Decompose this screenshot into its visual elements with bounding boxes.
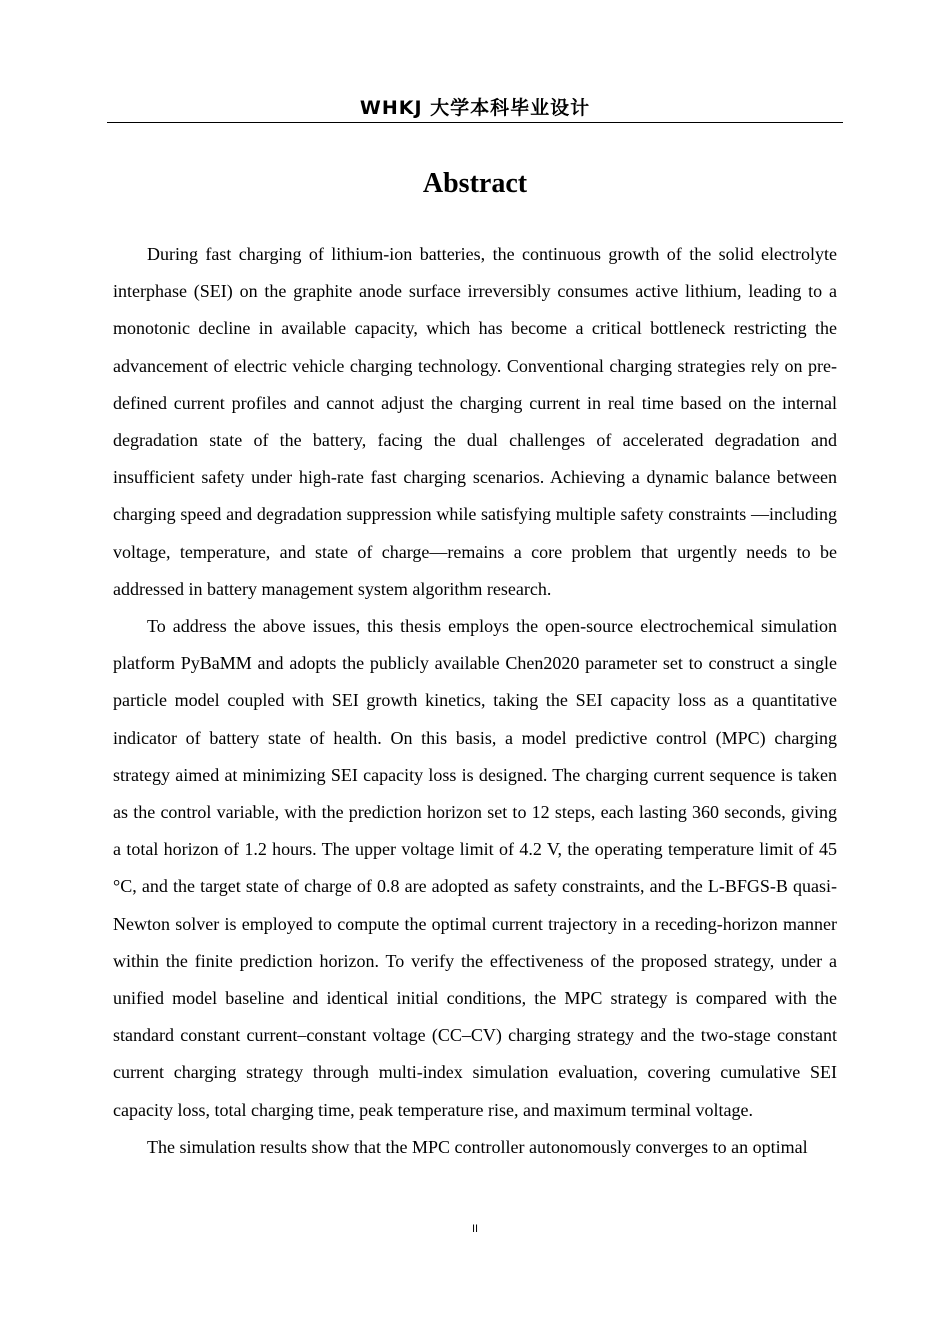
header-rule xyxy=(107,122,843,123)
page-number: II xyxy=(471,1223,479,1235)
page-header: WHKJ 大学本科毕业设计 xyxy=(359,97,591,119)
paragraph-3: The simulation results show that the MPC controller autonomously converges to an optimal xyxy=(147,1136,808,1157)
paragraph-1: During fast charging of lithium-ion batteries, the continuous growth of the solid electrolyte interphase (SEI) on the graphite anode surface irreversibly consumes active lithium, leading to a monotonic decline in available capacity, which has become a critical bottleneck restricting the advancement of electric vehicle charging technology. Conventional charging strategies rely on pre-defined current profiles and cannot adjust the charging current in real time based on the internal degradation state of the battery, facing the dual challenges of accelerated degradation and insufficient safety under high-rate fast charging scenarios. Achieving a dynamic balance between charging speed and degradation suppression while satisfying multiple safety constraints —including voltage, temperature, and state of charge—remains a core problem that urgently needs to be addressed in battery management system algorithm research. xyxy=(113,244,837,599)
abstract-body xyxy=(113,236,837,1166)
abstract-title: Abstract xyxy=(422,168,528,199)
paragraph-2: To address the above issues, this thesis employs the open-source electrochemical simulation platform PyBaMM and adopts the publicly available Chen2020 parameter set to construct a single particle model coupled with SEI growth kinetics, taking the SEI capacity loss as a quantitative indicator of battery state of health. On this basis, a model predictive control (MPC) charging strategy aimed at minimizing SEI capacity loss is designed. The charging current sequence is taken as the control variable, with the prediction horizon set to 12 steps, each lasting 360 seconds, giving a total horizon of 1.2 hours. The upper voltage limit of 4.2 V, the operating temperature limit of 45 °C, and the target state of charge of 0.8 are adopted as safety constraints, and the L-BFGS-B quasi-Newton solver is employed to compute the optimal current trajectory in a receding-horizon manner within the finite prediction horizon. To verify the effectiveness of the proposed strategy, under a unified model baseline and identical initial conditions, the MPC strategy is compared with the standard constant current–constant voltage (CC–CV) charging strategy and the two-stage constant current charging strategy through multi-index simulation evaluation, covering cumulative SEI capacity loss, total charging time, peak temperature rise, and maximum terminal voltage. xyxy=(113,616,837,1120)
